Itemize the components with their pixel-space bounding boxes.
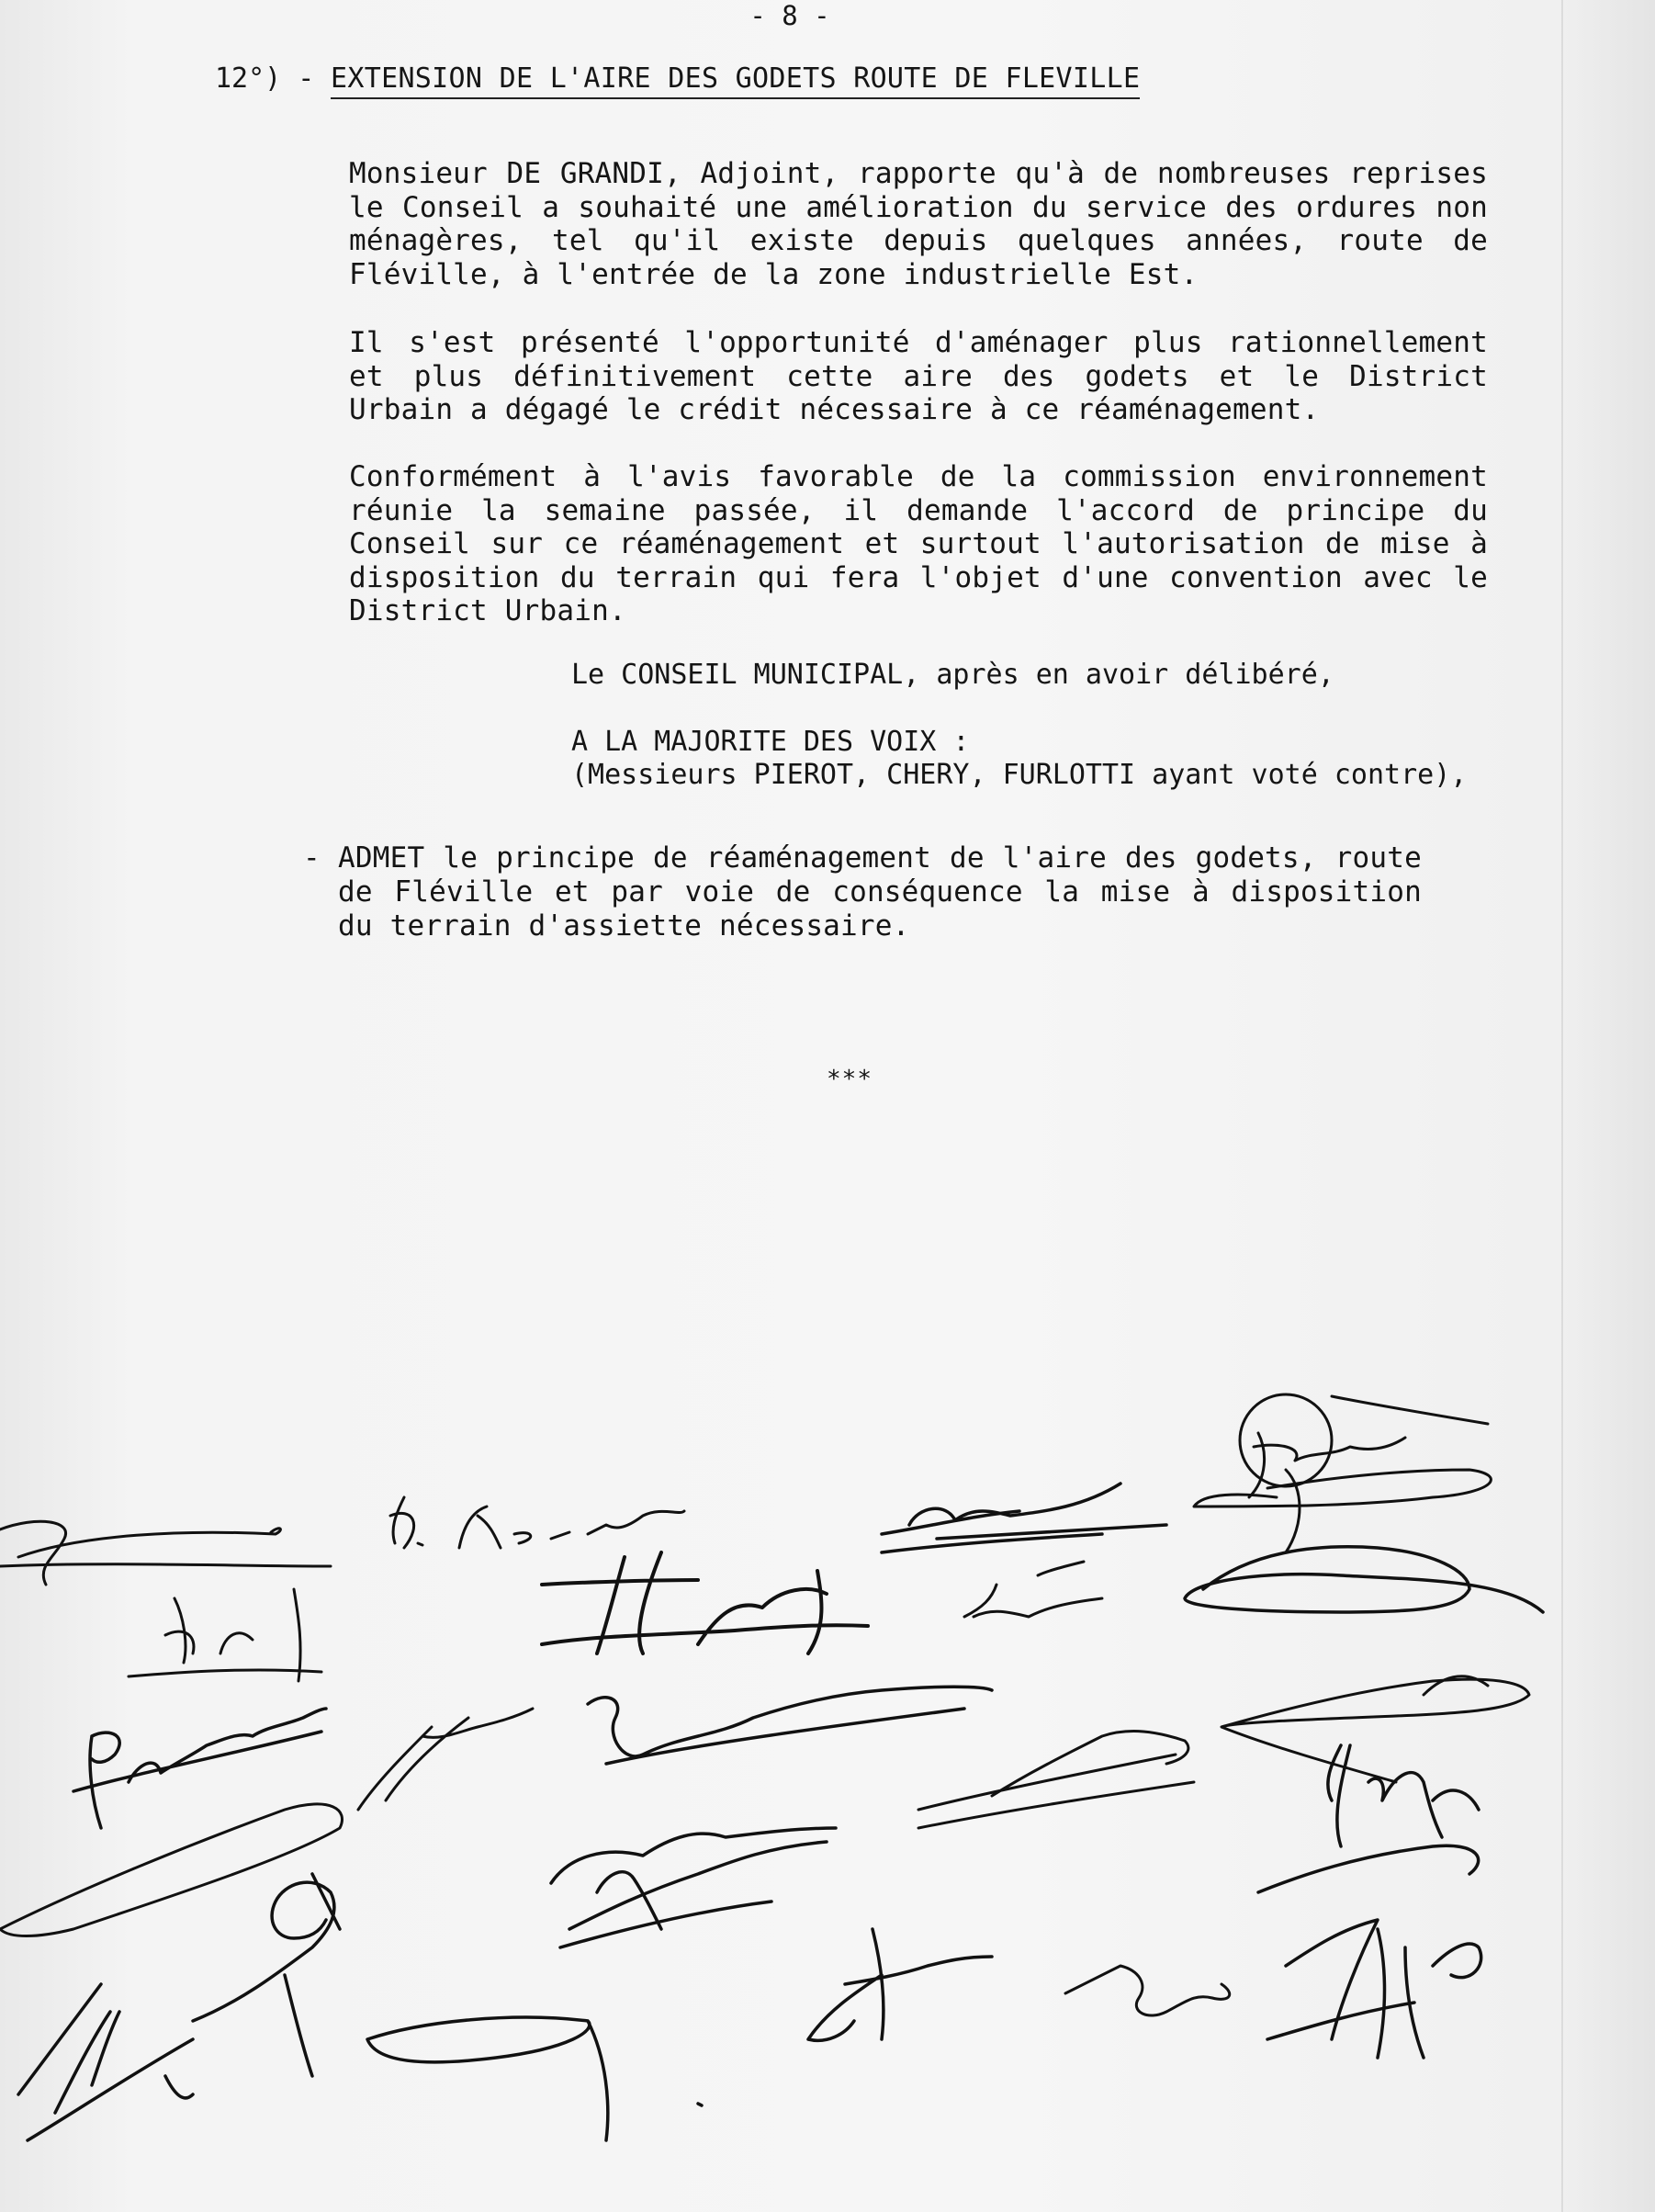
signature-2 [390, 1497, 684, 1548]
council-deliberation: Le CONSEIL MUNICIPAL, après en avoir délibéré, [571, 659, 1334, 691]
signature-9 [73, 1709, 326, 1828]
paragraph-request: Conformément à l'avis favorable de la commission environnement réunie la semaine passée, il demande l'accord de principe du Conseil sur ce réaménagement et surtout l'autorisation de mise à disposition du terrain qui fera l'objet d'une convention avec le District Urbain. [349, 460, 1488, 627]
signature-20 [1267, 1920, 1481, 2058]
paragraph-report: Monsieur DE GRANDI, Adjoint, rapporte qu'à de nombreuses reprises le Conseil a souhaité une amélioration du service des ordures non ménagères, tel qu'il existe depuis quelques années, route de Fléville, à l'entrée de la zone industrielle Est. [349, 157, 1488, 291]
signature-17 [193, 1874, 340, 2076]
signature-15 [0, 1804, 343, 1936]
resolution-text: ADMET le principe de réaménagement de l'aire des godets, route de Fléville et par voie de conséquence la mise à disposition du terrain d'assiette nécessaire. [338, 841, 1422, 942]
paragraph-opportunity: Il s'est présenté l'opportunité d'aménager plus rationnellement et plus définitivement cette aire des godets et le District Urbain a dégagé le crédit nécessaire à ce réaménagement. [349, 326, 1488, 426]
section-title: EXTENSION DE L'AIRE DES GODETS ROUTE DE FLEVILLE [331, 62, 1140, 99]
signature-12 [1222, 1676, 1529, 1782]
signature-block [0, 1378, 1655, 2212]
signature-6 [542, 1552, 868, 1653]
signature-18 [808, 1929, 992, 2040]
signature-5 [129, 1589, 321, 1681]
signature-1 [0, 1521, 331, 1585]
page-number: - 8 - [749, 0, 830, 31]
signature-13 [918, 1732, 1194, 1828]
signature-4 [1194, 1394, 1491, 1552]
section-number: 12°) - [215, 62, 315, 95]
resolution-bullet: - [303, 841, 321, 875]
signature-3 [882, 1484, 1166, 1552]
signature-8 [1185, 1547, 1543, 1612]
signature-11 [588, 1687, 992, 1764]
signature-16 [551, 1828, 836, 1947]
vote-against-list: (Messieurs PIEROT, CHERY, FURLOTTI ayant voté contre), [571, 759, 1468, 791]
signature-19 [1065, 1966, 1230, 2015]
vote-majority: A LA MAJORITE DES VOIX : [571, 726, 970, 758]
signature-14 [1258, 1745, 1479, 1892]
signature-10 [358, 1709, 533, 1810]
section-separator: *** [827, 1066, 873, 1093]
signature-21 [18, 1984, 702, 2140]
signature-7 [964, 1562, 1102, 1617]
